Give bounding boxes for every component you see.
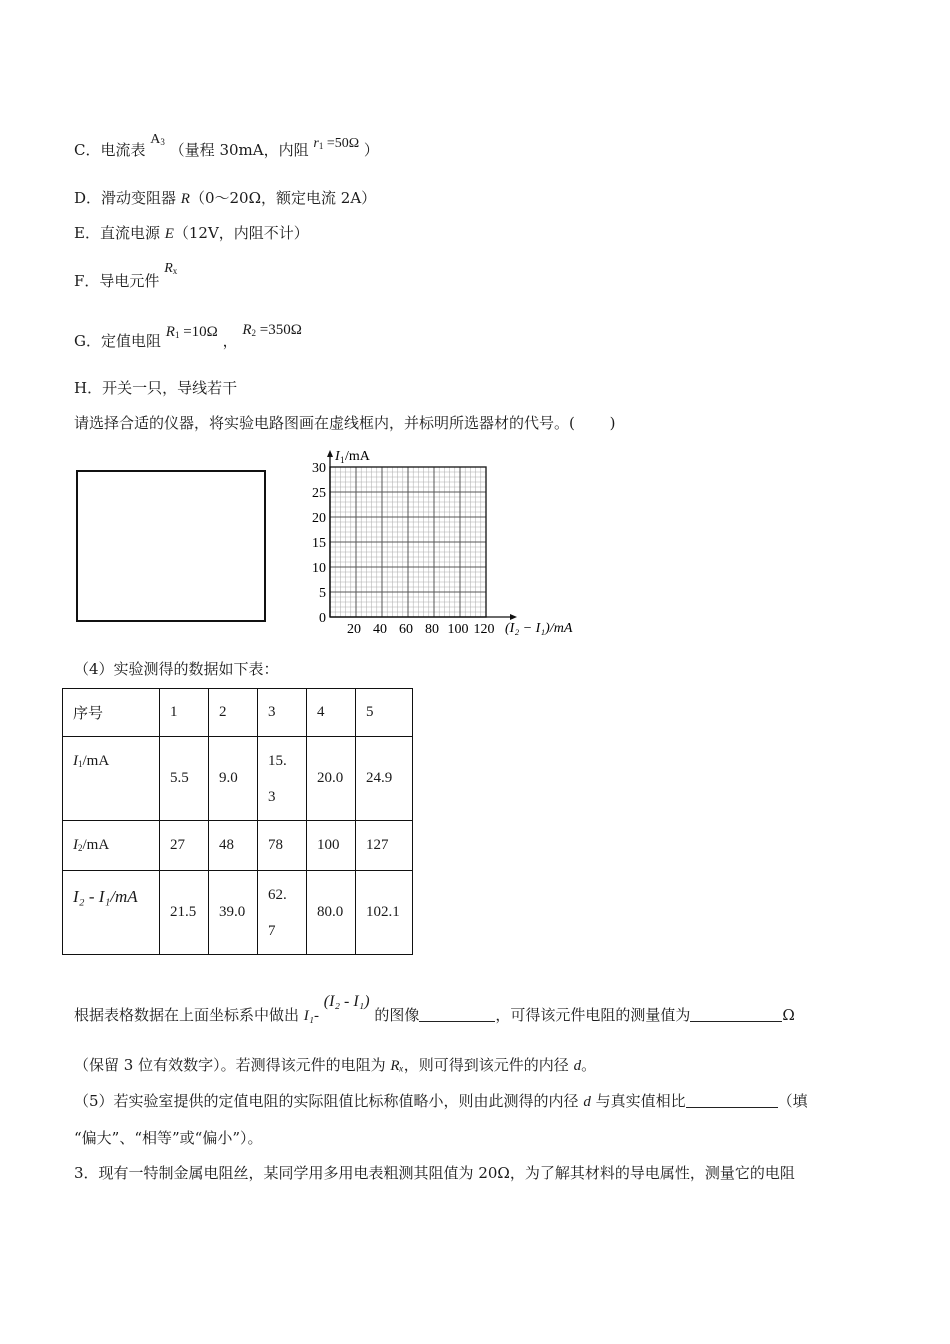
table-cell: 48 bbox=[209, 821, 258, 871]
y-tick-labels bbox=[312, 461, 326, 626]
section4-title: （4）实验测得的数据如下表： bbox=[74, 660, 279, 678]
rx-symbol: $R_x$ bbox=[164, 261, 178, 276]
table-header-cell: 4 bbox=[307, 689, 356, 737]
y-tick-label: 5 bbox=[319, 586, 326, 601]
x-tick-labels bbox=[347, 622, 495, 637]
table-row bbox=[63, 821, 413, 871]
x-tick-label: 40 bbox=[373, 622, 387, 637]
x-axis-arrow bbox=[510, 614, 517, 620]
table-cell: 62. 7 bbox=[258, 871, 307, 955]
row-label: $I_2/mA$ bbox=[63, 821, 160, 871]
paragraph-options: “偏大”、“相等”或“偏小”）。 bbox=[74, 1129, 263, 1147]
table-cell: 15. 3 bbox=[258, 737, 307, 821]
x-tick-label: 20 bbox=[347, 622, 361, 637]
table-cell: 102.1 bbox=[356, 871, 413, 955]
paragraph-question3: 3．现有一特制金属电阻丝，某同学用多用电表粗测其阻值为 20Ω，为了解其材料的导电属性，测量它的电阻 bbox=[74, 1164, 795, 1182]
paragraph-question5: （5）若实验室提供的定值电阻的实际阻值比标称值略小，则由此测得的内径 d 与真实值相比 （填 bbox=[74, 1092, 808, 1110]
table-header-row bbox=[63, 689, 413, 737]
data-table bbox=[62, 688, 413, 955]
table-header-cell: 2 bbox=[209, 689, 258, 737]
y-tick-label: 20 bbox=[312, 511, 326, 526]
grid-major bbox=[330, 467, 486, 617]
y-tick-label: 15 bbox=[312, 536, 326, 551]
table-row bbox=[63, 871, 413, 955]
table-cell: 80.0 bbox=[307, 871, 356, 955]
paren-expression: (I₂ - I₁) bbox=[323, 993, 370, 1010]
x-axis-label: (I₂ − I₁)/mA bbox=[505, 621, 573, 636]
table-cell: 20.0 bbox=[307, 737, 356, 821]
y-tick-label: 10 bbox=[312, 561, 326, 576]
x-tick-label: 120 bbox=[473, 622, 495, 637]
table-cell: 78 bbox=[258, 821, 307, 871]
table-cell: 5.5 bbox=[160, 737, 209, 821]
table-row bbox=[63, 737, 413, 821]
table-header-cell: 3 bbox=[258, 689, 307, 737]
table-header-cell: 1 bbox=[160, 689, 209, 737]
answer-blank-graph[interactable] bbox=[419, 1007, 495, 1022]
x-tick-label: 60 bbox=[399, 622, 413, 637]
coordinate-graph bbox=[300, 446, 600, 646]
table-header-cell: 5 bbox=[356, 689, 413, 737]
x-tick-label: 100 bbox=[447, 622, 469, 637]
paragraph-rx: （保留 3 位有效数字）。若测得该元件的电阻为 Rₓ，则可得到该元件的内径 d。 bbox=[74, 1056, 597, 1074]
table-cell: 100 bbox=[307, 821, 356, 871]
paragraph-graph-question: 根据表格数据在上面坐标系中做出 I₁- (I₂ - I₁) 的图像 ，可得该元件电阻的测量值为 Ω bbox=[74, 993, 795, 1024]
answer-blank-comparison[interactable] bbox=[686, 1093, 778, 1108]
table-cell: 9.0 bbox=[209, 737, 258, 821]
item-e: E．直流电源 E（12V，内阻不计） bbox=[74, 224, 309, 242]
table-cell: 39.0 bbox=[209, 871, 258, 955]
y-tick-label: 30 bbox=[312, 461, 326, 476]
item-c: C．电流表 $A_3$ （量程 30mA，内阻 $r_1 =50\Omega$ ） bbox=[74, 132, 379, 159]
row-label: I₂ - I₁/mA bbox=[63, 871, 160, 955]
row-label: $I_1/mA$ bbox=[63, 737, 160, 821]
y-axis-label-unit: /mA bbox=[345, 449, 370, 464]
ammeter-symbol: $A_3$ bbox=[150, 132, 165, 147]
resistance-r1-expression: $r_1 =50\Omega$ bbox=[313, 136, 360, 151]
table-header-cell: 序号 bbox=[63, 689, 160, 737]
item-d: D．滑动变阻器 R（0～20Ω，额定电流 2A） bbox=[74, 189, 377, 207]
instruction-text: 请选择合适的仪器，将实验电路图画在虚线框内，并标明所选器材的代号。( ) bbox=[74, 414, 616, 432]
y-axis-label-sym: I bbox=[335, 449, 340, 464]
item-h: H．开关一只，导线若干 bbox=[74, 379, 238, 397]
table-cell: 27 bbox=[160, 821, 209, 871]
item-f: F．导电元件 $R_x$ bbox=[74, 261, 178, 290]
y-tick-label: 25 bbox=[312, 486, 326, 501]
item-g: G．定值电阻 $R_1 =10\Omega$ ， $R_2 =350\Omega$ bbox=[74, 322, 302, 350]
y-axis-label-sub: 1 bbox=[340, 455, 345, 465]
y-tick-label: 0 bbox=[319, 611, 326, 626]
answer-blank-resistance[interactable] bbox=[690, 1007, 782, 1022]
table-cell: 24.9 bbox=[356, 737, 413, 821]
r2-expression: $R_2 =350\Omega$ bbox=[242, 322, 302, 338]
table-cell: 21.5 bbox=[160, 871, 209, 955]
circuit-diagram-box[interactable] bbox=[76, 470, 266, 622]
table-cell: 127 bbox=[356, 821, 413, 871]
x-tick-label: 80 bbox=[425, 622, 439, 637]
r1-expression: $R_1 =10\Omega$ bbox=[165, 324, 218, 340]
y-axis-arrow bbox=[327, 450, 333, 457]
